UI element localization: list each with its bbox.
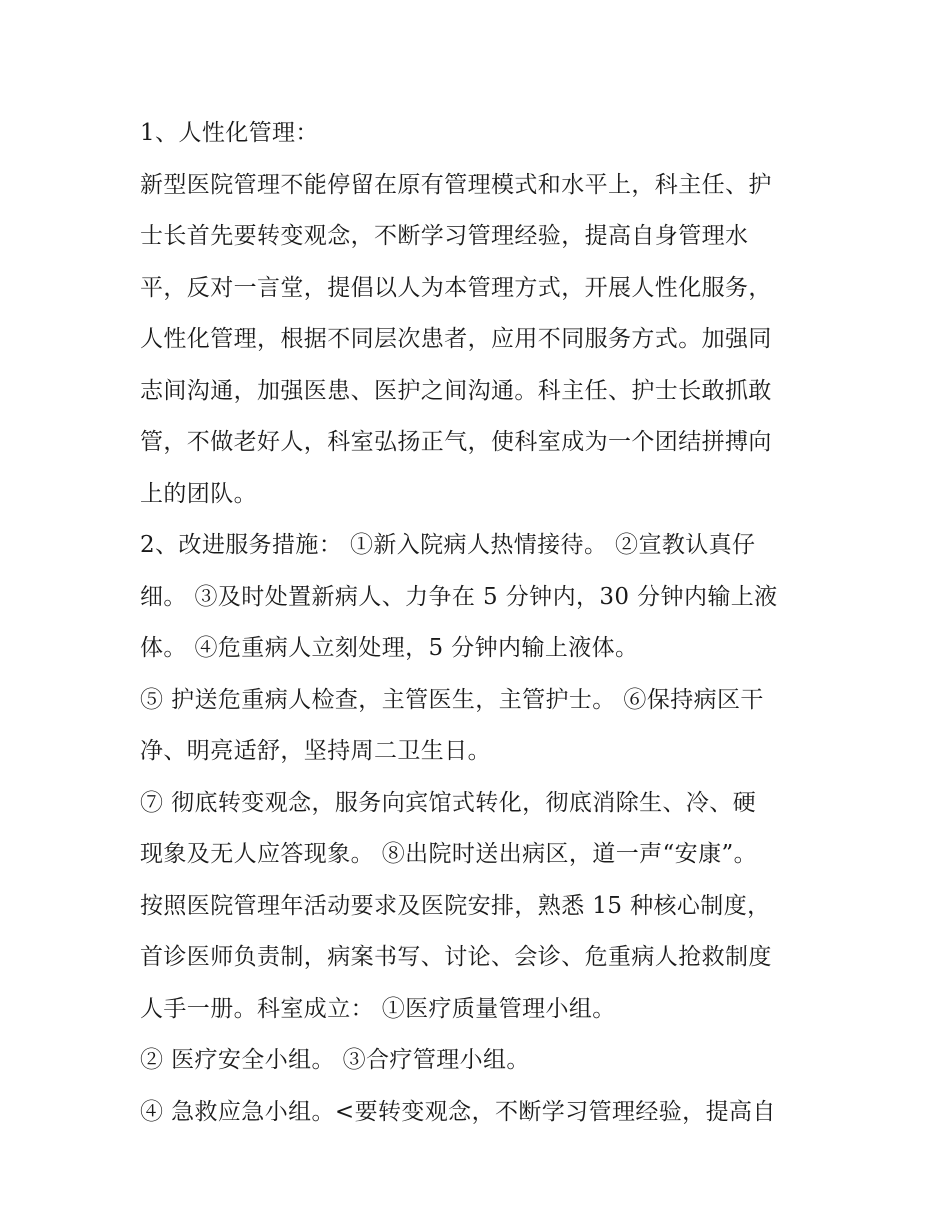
heading-service-measures: 2、改进服务措施： ①新入院病人热情接待。 ②宣教认真仔	[140, 532, 756, 558]
paragraph-line: 平，反对一言堂，提倡以人为本管理方式，开展人性化服务，	[140, 274, 772, 301]
document-body	[140, 108, 820, 1138]
paragraph-line: 新型医院管理不能停留在原有管理模式和水平上，科主任、护	[140, 171, 772, 198]
paragraph-line: 净、明亮适舒，坚持周二卫生日。	[140, 738, 491, 764]
paragraph-line: ⑤ 护送危重病人检查，主管医生，主管护士。 ⑥保持病区干	[140, 686, 764, 713]
paragraph-line: ② 医疗安全小组。 ③合疗管理小组。	[140, 1047, 530, 1073]
paragraph-line: 人手一册。科室成立： ①医疗质量管理小组。	[140, 995, 616, 1022]
paragraph-line: 现象及无人应答现象。 ⑧出院时送出病区，道一声“安康”。	[140, 841, 758, 867]
paragraph-line: 人性化管理，根据不同层次患者，应用不同服务方式。加强同	[140, 326, 772, 352]
paragraph-line: 体。 ④危重病人立刻处理，5 分钟内输上液体。	[140, 635, 639, 661]
paragraph-line: 士长首先要转变观念，不断学习管理经验，提高自身管理水	[140, 223, 749, 249]
paragraph-line: ④ 急救应急小组。<要转变观念，不断学习管理经验，提高自	[140, 1098, 776, 1125]
paragraph-line: 志间沟通，加强医患、医护之间沟通。科主任、护士长敢抓敢	[140, 377, 772, 404]
paragraph-line: 管，不做老好人，科室弘扬正气，使科室成为一个团结拼搏向	[140, 429, 772, 455]
paragraph-line: 首诊医师负责制，病案书写、讨论、会诊、危重病人抢救制度	[140, 944, 772, 970]
paragraph-line: 上的团队。	[140, 480, 257, 507]
paragraph-line: ⑦ 彻底转变观念，服务向宾馆式转化，彻底消除生、冷、硬	[140, 789, 757, 816]
paragraph-line: 细。 ③及时处置新病人、力争在 5 分钟内，30 分钟内输上液	[140, 583, 778, 610]
heading-humanized-management: 1、人性化管理：	[140, 120, 319, 146]
paragraph-line: 按照医院管理年活动要求及医院安排，熟悉 15 种核心制度，	[140, 892, 771, 919]
